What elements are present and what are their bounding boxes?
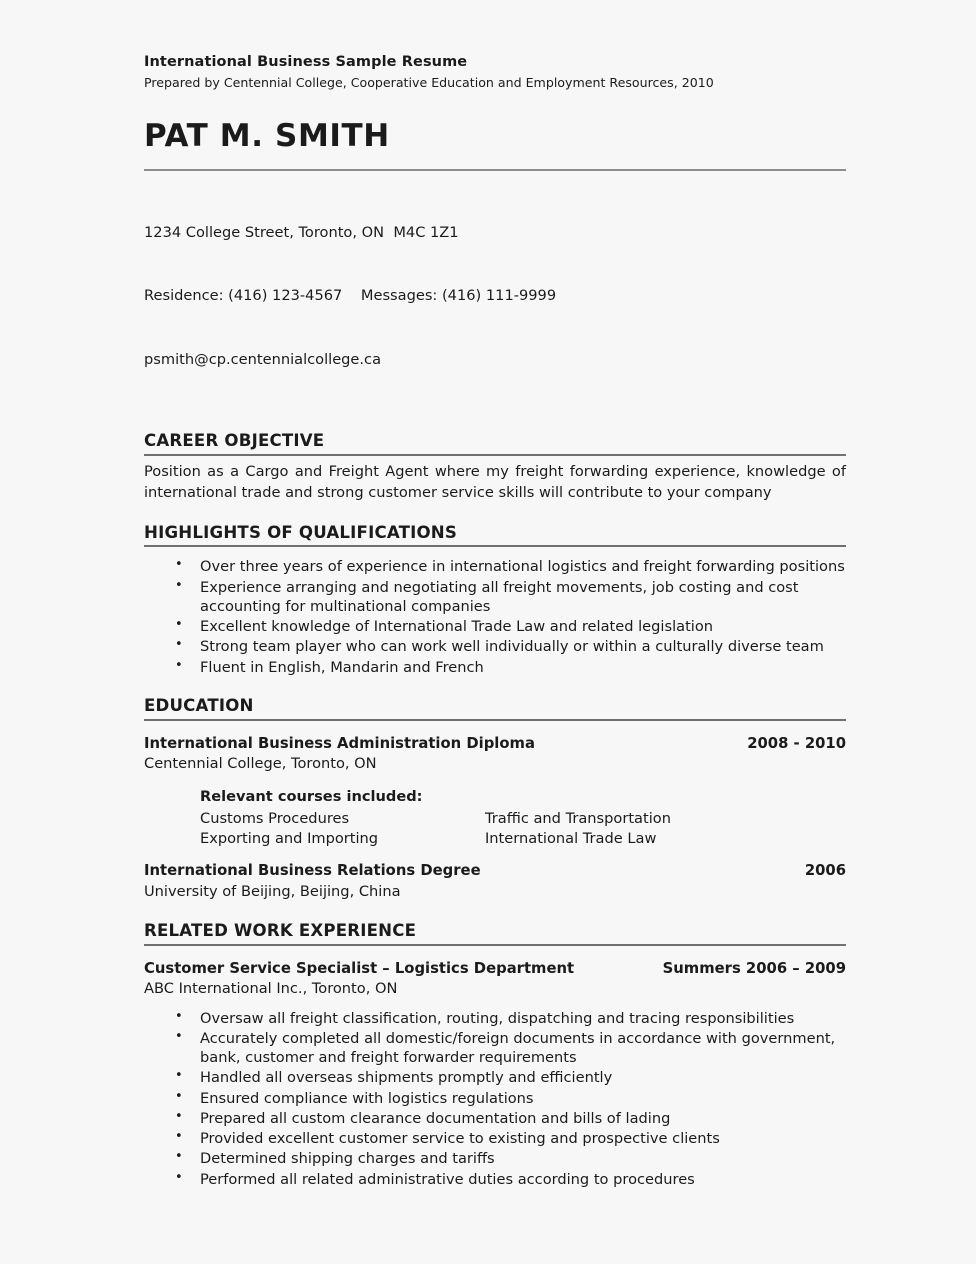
- education-entry-institution: Centennial College, Toronto, ON: [144, 755, 377, 773]
- list-item: • Strong team player who can work well individually or within a culturally diverse team: [144, 637, 846, 656]
- relevant-courses-label: Relevant courses included:: [200, 788, 423, 806]
- education-entry: [144, 734, 846, 774]
- education-entry-row: [144, 734, 846, 753]
- section-education: [144, 696, 846, 902]
- list-item: • Over three years of experience in international logistics and freight forwarding positions: [144, 557, 846, 576]
- document-subkicker: Prepared by Centennial College, Cooperative Education and Employment Resources, 2010: [144, 75, 714, 91]
- education-entry-title: International Business Administration Diploma: [144, 734, 535, 752]
- list-item: • Determined shipping charges and tariffs: [144, 1149, 846, 1168]
- list-item: • Ensured compliance with logistics regulations: [144, 1089, 846, 1108]
- section-title-education: EDUCATION: [144, 695, 254, 715]
- highlights-list: [144, 557, 846, 677]
- contact-email: psmith@cp.centennialcollege.ca: [144, 350, 382, 368]
- course-item: Exporting and Importing: [200, 829, 379, 847]
- name-divider: [144, 169, 846, 171]
- career-objective-text: Position as a Cargo and Freight Agent where my freight forwarding experience, knowledge of international trade and strong customer service skills will contribute to your company: [144, 463, 846, 501]
- relevant-courses: [144, 788, 846, 848]
- course-item: International Trade Law: [485, 829, 657, 847]
- contact-phones: Residence: (416) 123-4567 Messages: (416) 111-9999: [144, 287, 557, 305]
- experience-list: [144, 1009, 846, 1189]
- document-kicker: International Business Sample Resume: [144, 54, 468, 70]
- list-item: • Accurately completed all domestic/foreign documents in accordance with government, bank, customer and freight forwarder requirements: [144, 1029, 846, 1068]
- relevant-courses-grid: [200, 809, 846, 848]
- education-entry-date: 2008 - 2010: [747, 734, 846, 752]
- list-item: • Fluent in English, Mandarin and French: [144, 658, 846, 677]
- career-objective-divider: [144, 454, 846, 456]
- experience-entry-title: Customer Service Specialist – Logistics Department: [144, 959, 575, 977]
- experience-entry-row: [144, 959, 846, 978]
- list-item: • Handled all overseas shipments promptly and efficiently: [144, 1068, 846, 1087]
- section-career-objective: [144, 431, 846, 503]
- education-entry: [144, 861, 846, 901]
- resume-sheet: [144, 0, 846, 1190]
- course-item: Customs Procedures: [200, 810, 350, 828]
- candidate-name: PAT M. SMITH: [144, 117, 390, 154]
- section-experience: [144, 921, 846, 1189]
- section-highlights: [144, 523, 846, 677]
- section-title-career-objective: CAREER OBJECTIVE: [144, 431, 325, 451]
- list-item: • Prepared all custom clearance documentation and bills of lading: [144, 1109, 846, 1128]
- experience-divider: [144, 944, 846, 946]
- experience-entry-employer: ABC International Inc., Toronto, ON: [144, 979, 398, 997]
- experience-entry-date: Summers 2006 – 2009: [662, 959, 846, 977]
- education-divider: [144, 719, 846, 721]
- education-entry-title: International Business Relations Degree: [144, 862, 481, 880]
- list-item: • Excellent knowledge of International Trade Law and related legislation: [144, 617, 846, 636]
- list-item: • Provided excellent customer service to existing and prospective clients: [144, 1129, 846, 1148]
- education-entry-date: 2006: [804, 862, 846, 880]
- list-item: • Experience arranging and negotiating all freight movements, job costing and cost accounting for multinational companies: [144, 578, 846, 617]
- section-title-experience: RELATED WORK EXPERIENCE: [144, 920, 417, 940]
- list-item: • Oversaw all freight classification, routing, dispatching and tracing responsibilities: [144, 1009, 846, 1028]
- section-title-highlights: HIGHLIGHTS OF QUALIFICATIONS: [144, 522, 458, 542]
- education-entry-row: [144, 861, 846, 880]
- list-item: • Performed all related administrative duties according to procedures: [144, 1170, 846, 1189]
- highlights-divider: [144, 545, 846, 547]
- course-item: Traffic and Transportation: [485, 810, 671, 828]
- education-entry-institution: University of Beijing, Beijing, China: [144, 882, 401, 900]
- contact-address: 1234 College Street, Toronto, ON M4C 1Z1: [144, 223, 459, 241]
- contact-block: [144, 180, 846, 413]
- experience-entry: [144, 959, 846, 999]
